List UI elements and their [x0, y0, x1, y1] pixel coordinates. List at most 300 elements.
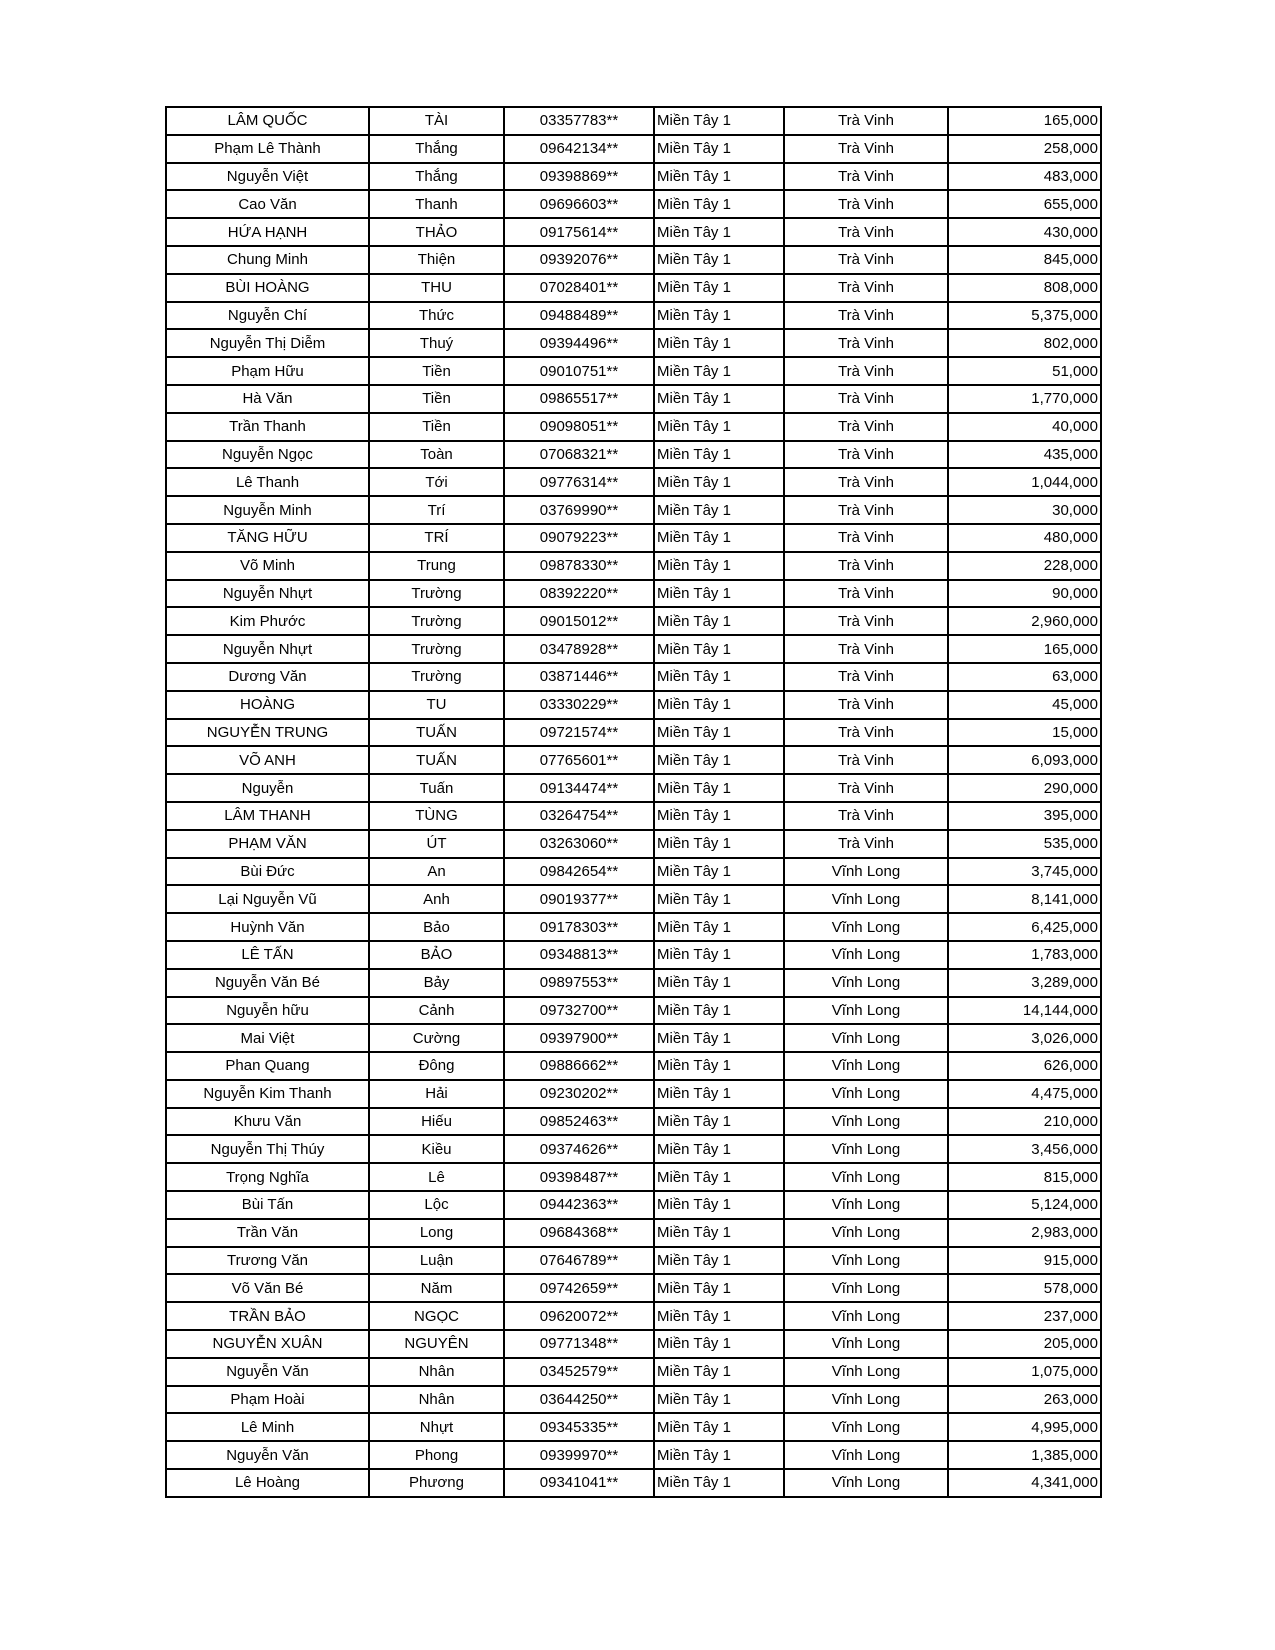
cell-phone-masked: 03769990** [504, 496, 654, 524]
table-row [166, 774, 1101, 802]
cell-amount: 5,375,000 [948, 302, 1101, 330]
cell-phone-masked: 03452579** [504, 1358, 654, 1386]
cell-phone-masked: 09897553** [504, 969, 654, 997]
table-row [166, 1386, 1101, 1414]
cell-surname-middle-name: Trần Thanh [166, 413, 369, 441]
cell-given-name: NGUYÊN [369, 1330, 504, 1358]
table-row [166, 746, 1101, 774]
cell-region: Miền Tây 1 [654, 496, 784, 524]
cell-province: Vĩnh Long [784, 1080, 948, 1108]
cell-surname-middle-name: LÂM QUỐC [166, 107, 369, 135]
cell-surname-middle-name: HOÀNG [166, 691, 369, 719]
cell-province: Trà Vinh [784, 441, 948, 469]
cell-amount: 4,341,000 [948, 1469, 1101, 1497]
cell-phone-masked: 07765601** [504, 746, 654, 774]
cell-region: Miền Tây 1 [654, 302, 784, 330]
cell-phone-masked: 09742659** [504, 1274, 654, 1302]
table-row [166, 1469, 1101, 1497]
cell-phone-masked: 03644250** [504, 1386, 654, 1414]
cell-amount: 808,000 [948, 274, 1101, 302]
cell-province: Trà Vinh [784, 552, 948, 580]
cell-phone-masked: 09721574** [504, 719, 654, 747]
cell-province: Trà Vinh [784, 163, 948, 191]
cell-given-name: Thuý [369, 329, 504, 357]
cell-region: Miền Tây 1 [654, 941, 784, 969]
cell-region: Miền Tây 1 [654, 246, 784, 274]
table-row [166, 1247, 1101, 1275]
cell-phone-masked: 09732700** [504, 997, 654, 1025]
table-row [166, 1024, 1101, 1052]
cell-amount: 655,000 [948, 190, 1101, 218]
table-row [166, 218, 1101, 246]
cell-province: Trà Vinh [784, 496, 948, 524]
cell-amount: 1,770,000 [948, 385, 1101, 413]
cell-surname-middle-name: Võ Văn Bé [166, 1274, 369, 1302]
table-row [166, 468, 1101, 496]
cell-region: Miền Tây 1 [654, 1274, 784, 1302]
cell-given-name: Hiếu [369, 1108, 504, 1136]
cell-surname-middle-name: Nguyễn Văn Bé [166, 969, 369, 997]
cell-amount: 8,141,000 [948, 885, 1101, 913]
cell-given-name: Phong [369, 1441, 504, 1469]
table-row [166, 1191, 1101, 1219]
cell-given-name: Bảo [369, 913, 504, 941]
cell-region: Miền Tây 1 [654, 524, 784, 552]
cell-phone-masked: 09134474** [504, 774, 654, 802]
cell-amount: 205,000 [948, 1330, 1101, 1358]
cell-region: Miền Tây 1 [654, 107, 784, 135]
cell-region: Miền Tây 1 [654, 413, 784, 441]
cell-surname-middle-name: Trọng Nghĩa [166, 1163, 369, 1191]
cell-phone-masked: 09398869** [504, 163, 654, 191]
cell-given-name: Phương [369, 1469, 504, 1497]
table-row [166, 135, 1101, 163]
cell-given-name: Luận [369, 1247, 504, 1275]
cell-amount: 535,000 [948, 830, 1101, 858]
cell-given-name: Thắng [369, 163, 504, 191]
cell-surname-middle-name: Nguyễn hữu [166, 997, 369, 1025]
cell-surname-middle-name: Lê Hoàng [166, 1469, 369, 1497]
cell-region: Miền Tây 1 [654, 1135, 784, 1163]
table-row [166, 552, 1101, 580]
table-row [166, 1163, 1101, 1191]
cell-amount: 1,044,000 [948, 468, 1101, 496]
cell-phone-masked: 03263060** [504, 830, 654, 858]
cell-region: Miền Tây 1 [654, 218, 784, 246]
cell-amount: 4,475,000 [948, 1080, 1101, 1108]
cell-phone-masked: 03478928** [504, 635, 654, 663]
cell-surname-middle-name: Hà Văn [166, 385, 369, 413]
cell-province: Trà Vinh [784, 302, 948, 330]
cell-region: Miền Tây 1 [654, 1080, 784, 1108]
cell-region: Miền Tây 1 [654, 969, 784, 997]
cell-amount: 1,075,000 [948, 1358, 1101, 1386]
cell-amount: 228,000 [948, 552, 1101, 580]
cell-surname-middle-name: Cao Văn [166, 190, 369, 218]
cell-province: Trà Vinh [784, 190, 948, 218]
cell-phone-masked: 03264754** [504, 802, 654, 830]
cell-amount: 165,000 [948, 635, 1101, 663]
table-row [166, 190, 1101, 218]
cell-phone-masked: 09399970** [504, 1441, 654, 1469]
cell-surname-middle-name: Kim Phước [166, 607, 369, 635]
cell-given-name: Toàn [369, 441, 504, 469]
cell-region: Miền Tây 1 [654, 774, 784, 802]
cell-region: Miền Tây 1 [654, 190, 784, 218]
cell-province: Vĩnh Long [784, 1052, 948, 1080]
cell-province: Trà Vinh [784, 524, 948, 552]
cell-phone-masked: 09230202** [504, 1080, 654, 1108]
cell-region: Miền Tây 1 [654, 274, 784, 302]
cell-amount: 395,000 [948, 802, 1101, 830]
cell-province: Vĩnh Long [784, 1024, 948, 1052]
cell-amount: 435,000 [948, 441, 1101, 469]
cell-amount: 483,000 [948, 163, 1101, 191]
cell-province: Vĩnh Long [784, 1469, 948, 1497]
cell-phone-masked: 09842654** [504, 858, 654, 886]
cell-province: Vĩnh Long [784, 858, 948, 886]
cell-phone-masked: 09771348** [504, 1330, 654, 1358]
cell-phone-masked: 09878330** [504, 552, 654, 580]
cell-surname-middle-name: Nguyễn Kim Thanh [166, 1080, 369, 1108]
cell-region: Miền Tây 1 [654, 1108, 784, 1136]
table-row [166, 691, 1101, 719]
cell-given-name: Nhựt [369, 1413, 504, 1441]
records-table [165, 106, 1102, 1498]
table-row [166, 302, 1101, 330]
cell-surname-middle-name: Bùi Tấn [166, 1191, 369, 1219]
cell-given-name: Kiều [369, 1135, 504, 1163]
cell-province: Vĩnh Long [784, 1330, 948, 1358]
cell-amount: 258,000 [948, 135, 1101, 163]
cell-amount: 1,783,000 [948, 941, 1101, 969]
table-row [166, 1219, 1101, 1247]
cell-amount: 165,000 [948, 107, 1101, 135]
cell-phone-masked: 03357783** [504, 107, 654, 135]
cell-surname-middle-name: PHẠM VĂN [166, 830, 369, 858]
cell-given-name: TÀI [369, 107, 504, 135]
cell-given-name: Tuấn [369, 774, 504, 802]
cell-given-name: An [369, 858, 504, 886]
cell-amount: 40,000 [948, 413, 1101, 441]
cell-region: Miền Tây 1 [654, 1330, 784, 1358]
cell-region: Miền Tây 1 [654, 357, 784, 385]
cell-given-name: NGỌC [369, 1302, 504, 1330]
cell-surname-middle-name: Dương Văn [166, 663, 369, 691]
cell-province: Vĩnh Long [784, 1386, 948, 1414]
cell-province: Vĩnh Long [784, 885, 948, 913]
cell-phone-masked: 09374626** [504, 1135, 654, 1163]
cell-surname-middle-name: Nguyễn Văn [166, 1441, 369, 1469]
cell-province: Trà Vinh [784, 774, 948, 802]
cell-surname-middle-name: Chung Minh [166, 246, 369, 274]
cell-phone-masked: 09392076** [504, 246, 654, 274]
cell-surname-middle-name: Lê Minh [166, 1413, 369, 1441]
cell-province: Trà Vinh [784, 413, 948, 441]
cell-phone-masked: 09642134** [504, 135, 654, 163]
cell-region: Miền Tây 1 [654, 746, 784, 774]
cell-phone-masked: 09341041** [504, 1469, 654, 1497]
cell-phone-masked: 09175614** [504, 218, 654, 246]
cell-phone-masked: 09397900** [504, 1024, 654, 1052]
cell-region: Miền Tây 1 [654, 1358, 784, 1386]
cell-region: Miền Tây 1 [654, 441, 784, 469]
cell-amount: 263,000 [948, 1386, 1101, 1414]
cell-phone-masked: 07028401** [504, 274, 654, 302]
table-row [166, 830, 1101, 858]
cell-phone-masked: 08392220** [504, 580, 654, 608]
cell-province: Trà Vinh [784, 246, 948, 274]
cell-amount: 1,385,000 [948, 1441, 1101, 1469]
cell-given-name: Nhân [369, 1358, 504, 1386]
table-row [166, 635, 1101, 663]
table-row [166, 496, 1101, 524]
cell-given-name: ÚT [369, 830, 504, 858]
cell-given-name: Đông [369, 1052, 504, 1080]
cell-given-name: Thắng [369, 135, 504, 163]
cell-given-name: Hải [369, 1080, 504, 1108]
table-row [166, 329, 1101, 357]
cell-amount: 45,000 [948, 691, 1101, 719]
cell-phone-masked: 09398487** [504, 1163, 654, 1191]
cell-region: Miền Tây 1 [654, 997, 784, 1025]
table-row [166, 1052, 1101, 1080]
cell-surname-middle-name: Nguyễn Chí [166, 302, 369, 330]
cell-surname-middle-name: Huỳnh Văn [166, 913, 369, 941]
cell-surname-middle-name: TĂNG HỮU [166, 524, 369, 552]
cell-surname-middle-name: LÊ TẤN [166, 941, 369, 969]
cell-given-name: THẢO [369, 218, 504, 246]
cell-phone-masked: 09852463** [504, 1108, 654, 1136]
cell-amount: 15,000 [948, 719, 1101, 747]
cell-given-name: Trí [369, 496, 504, 524]
table-row [166, 913, 1101, 941]
cell-region: Miền Tây 1 [654, 135, 784, 163]
table-row [166, 1108, 1101, 1136]
cell-amount: 802,000 [948, 329, 1101, 357]
cell-given-name: Anh [369, 885, 504, 913]
cell-phone-masked: 07646789** [504, 1247, 654, 1275]
cell-surname-middle-name: TRẦN BẢO [166, 1302, 369, 1330]
cell-given-name: Trung [369, 552, 504, 580]
cell-amount: 430,000 [948, 218, 1101, 246]
records-table-body [166, 107, 1101, 1497]
cell-surname-middle-name: BÙI HOÀNG [166, 274, 369, 302]
cell-amount: 3,289,000 [948, 969, 1101, 997]
cell-amount: 4,995,000 [948, 1413, 1101, 1441]
cell-amount: 915,000 [948, 1247, 1101, 1275]
cell-amount: 2,960,000 [948, 607, 1101, 635]
cell-surname-middle-name: Võ Minh [166, 552, 369, 580]
cell-region: Miền Tây 1 [654, 1469, 784, 1497]
table-row [166, 385, 1101, 413]
cell-amount: 30,000 [948, 496, 1101, 524]
cell-surname-middle-name: Phan Quang [166, 1052, 369, 1080]
cell-province: Trà Vinh [784, 329, 948, 357]
cell-province: Trà Vinh [784, 691, 948, 719]
cell-region: Miền Tây 1 [654, 1441, 784, 1469]
cell-given-name: Trường [369, 580, 504, 608]
cell-given-name: Thiện [369, 246, 504, 274]
cell-given-name: BẢO [369, 941, 504, 969]
cell-surname-middle-name: Phạm Lê Thành [166, 135, 369, 163]
cell-phone-masked: 03330229** [504, 691, 654, 719]
cell-amount: 5,124,000 [948, 1191, 1101, 1219]
cell-surname-middle-name: Trương Văn [166, 1247, 369, 1275]
cell-province: Trà Vinh [784, 635, 948, 663]
table-row [166, 441, 1101, 469]
table-row [166, 1358, 1101, 1386]
cell-surname-middle-name: NGUYỄN TRUNG [166, 719, 369, 747]
cell-province: Vĩnh Long [784, 1135, 948, 1163]
cell-given-name: Nhân [369, 1386, 504, 1414]
cell-province: Vĩnh Long [784, 1441, 948, 1469]
cell-surname-middle-name: Lại Nguyễn Vũ [166, 885, 369, 913]
cell-region: Miền Tây 1 [654, 885, 784, 913]
cell-surname-middle-name: Nguyễn Minh [166, 496, 369, 524]
cell-province: Vĩnh Long [784, 1413, 948, 1441]
table-row [166, 858, 1101, 886]
cell-surname-middle-name: Trần Văn [166, 1219, 369, 1247]
cell-region: Miền Tây 1 [654, 830, 784, 858]
cell-phone-masked: 09348813** [504, 941, 654, 969]
cell-given-name: Trường [369, 663, 504, 691]
cell-given-name: Tiền [369, 357, 504, 385]
cell-given-name: TRÍ [369, 524, 504, 552]
cell-surname-middle-name: Nguyễn Nhựt [166, 580, 369, 608]
cell-given-name: Thức [369, 302, 504, 330]
table-row [166, 802, 1101, 830]
cell-province: Trà Vinh [784, 135, 948, 163]
table-row [166, 997, 1101, 1025]
cell-given-name: TUẤN [369, 719, 504, 747]
cell-region: Miền Tây 1 [654, 468, 784, 496]
cell-phone-masked: 09684368** [504, 1219, 654, 1247]
cell-phone-masked: 09442363** [504, 1191, 654, 1219]
cell-province: Vĩnh Long [784, 1274, 948, 1302]
cell-region: Miền Tây 1 [654, 1413, 784, 1441]
cell-region: Miền Tây 1 [654, 580, 784, 608]
cell-surname-middle-name: Nguyễn Thị Diễm [166, 329, 369, 357]
cell-province: Trà Vinh [784, 357, 948, 385]
cell-amount: 480,000 [948, 524, 1101, 552]
cell-region: Miền Tây 1 [654, 163, 784, 191]
cell-amount: 6,425,000 [948, 913, 1101, 941]
table-row [166, 969, 1101, 997]
cell-region: Miền Tây 1 [654, 1191, 784, 1219]
cell-surname-middle-name: Phạm Hoài [166, 1386, 369, 1414]
table-row [166, 580, 1101, 608]
cell-region: Miền Tây 1 [654, 1219, 784, 1247]
cell-phone-masked: 09620072** [504, 1302, 654, 1330]
table-row [166, 719, 1101, 747]
cell-province: Trà Vinh [784, 802, 948, 830]
cell-surname-middle-name: Nguyễn Thị Thúy [166, 1135, 369, 1163]
cell-surname-middle-name: NGUYỄN XUÂN [166, 1330, 369, 1358]
cell-given-name: Năm [369, 1274, 504, 1302]
cell-phone-masked: 09019377** [504, 885, 654, 913]
table-row [166, 246, 1101, 274]
cell-amount: 3,745,000 [948, 858, 1101, 886]
cell-province: Trà Vinh [784, 580, 948, 608]
cell-region: Miền Tây 1 [654, 691, 784, 719]
cell-phone-masked: 09696603** [504, 190, 654, 218]
cell-surname-middle-name: Nguyễn Nhựt [166, 635, 369, 663]
cell-province: Trà Vinh [784, 607, 948, 635]
cell-region: Miền Tây 1 [654, 1052, 784, 1080]
cell-phone-masked: 03871446** [504, 663, 654, 691]
cell-phone-masked: 09015012** [504, 607, 654, 635]
cell-phone-masked: 09488489** [504, 302, 654, 330]
cell-phone-masked: 09776314** [504, 468, 654, 496]
table-row [166, 163, 1101, 191]
table-row [166, 941, 1101, 969]
cell-province: Trà Vinh [784, 719, 948, 747]
cell-phone-masked: 09345335** [504, 1413, 654, 1441]
cell-province: Vĩnh Long [784, 1302, 948, 1330]
cell-region: Miền Tây 1 [654, 385, 784, 413]
table-row [166, 413, 1101, 441]
cell-amount: 3,026,000 [948, 1024, 1101, 1052]
table-row [166, 107, 1101, 135]
cell-province: Vĩnh Long [784, 1247, 948, 1275]
cell-region: Miền Tây 1 [654, 913, 784, 941]
cell-given-name: Lộc [369, 1191, 504, 1219]
cell-surname-middle-name: Lê Thanh [166, 468, 369, 496]
table-row [166, 1302, 1101, 1330]
cell-amount: 3,456,000 [948, 1135, 1101, 1163]
cell-province: Vĩnh Long [784, 1108, 948, 1136]
table-row [166, 1413, 1101, 1441]
cell-given-name: Bảy [369, 969, 504, 997]
cell-region: Miền Tây 1 [654, 663, 784, 691]
cell-region: Miền Tây 1 [654, 329, 784, 357]
cell-given-name: THU [369, 274, 504, 302]
cell-province: Trà Vinh [784, 468, 948, 496]
cell-given-name: TUẤN [369, 746, 504, 774]
cell-region: Miền Tây 1 [654, 1302, 784, 1330]
cell-amount: 210,000 [948, 1108, 1101, 1136]
table-row [166, 663, 1101, 691]
cell-amount: 815,000 [948, 1163, 1101, 1191]
cell-province: Trà Vinh [784, 663, 948, 691]
cell-given-name: Tiền [369, 385, 504, 413]
cell-province: Trà Vinh [784, 218, 948, 246]
cell-region: Miền Tây 1 [654, 552, 784, 580]
cell-phone-masked: 09098051** [504, 413, 654, 441]
cell-amount: 63,000 [948, 663, 1101, 691]
cell-province: Vĩnh Long [784, 941, 948, 969]
table-row [166, 1274, 1101, 1302]
cell-given-name: Lê [369, 1163, 504, 1191]
cell-amount: 6,093,000 [948, 746, 1101, 774]
cell-phone-masked: 09886662** [504, 1052, 654, 1080]
table-row [166, 1330, 1101, 1358]
cell-region: Miền Tây 1 [654, 635, 784, 663]
cell-phone-masked: 07068321** [504, 441, 654, 469]
cell-province: Vĩnh Long [784, 1358, 948, 1386]
cell-amount: 14,144,000 [948, 997, 1101, 1025]
cell-given-name: Tới [369, 468, 504, 496]
cell-amount: 90,000 [948, 580, 1101, 608]
cell-surname-middle-name: LÂM THANH [166, 802, 369, 830]
cell-amount: 51,000 [948, 357, 1101, 385]
table-row [166, 524, 1101, 552]
cell-province: Trà Vinh [784, 385, 948, 413]
cell-phone-masked: 09079223** [504, 524, 654, 552]
cell-given-name: Tiền [369, 413, 504, 441]
cell-given-name: Cảnh [369, 997, 504, 1025]
